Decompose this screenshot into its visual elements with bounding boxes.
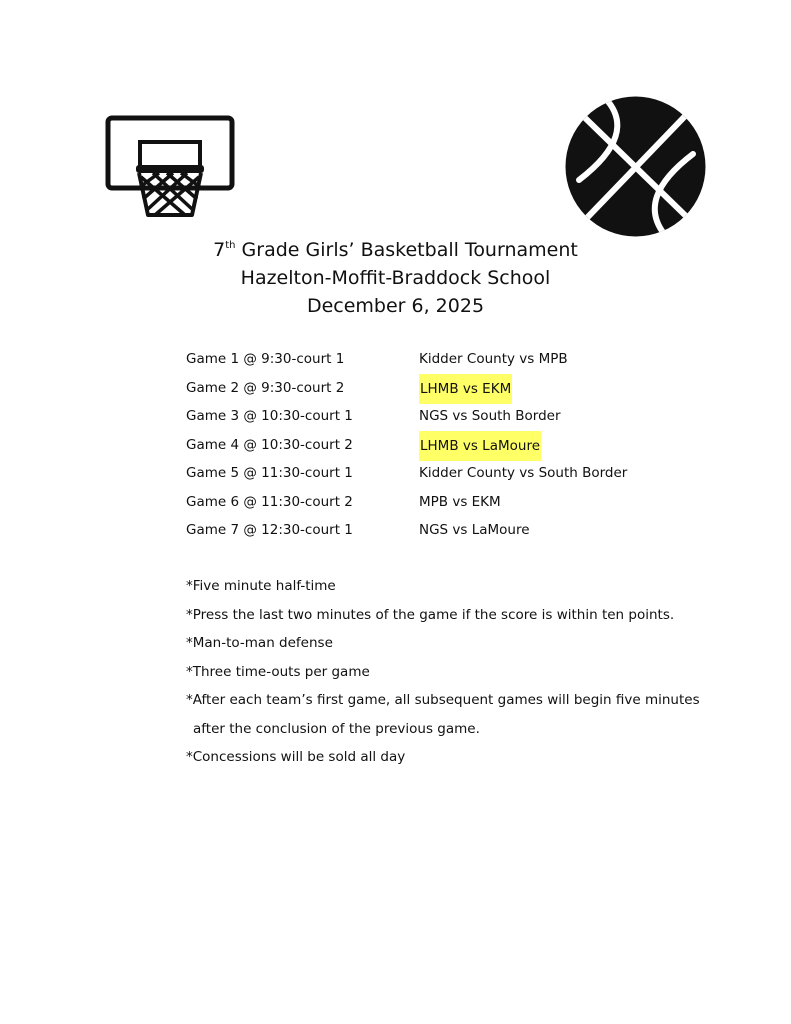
game-slot: Game 2 @ 9:30-court 2 xyxy=(186,379,345,396)
game-matchup: MPB vs EKM xyxy=(419,493,501,510)
game-matchup: Kidder County vs South Border xyxy=(419,465,628,481)
game-row-5 xyxy=(186,459,686,488)
rule-note: *Man-to-man defense xyxy=(186,635,333,651)
game-row-4 xyxy=(186,431,686,460)
game-matchup: Kidder County vs MPB xyxy=(419,351,568,367)
game-row-2 xyxy=(186,374,686,403)
title-grade-suffix: th xyxy=(225,240,236,251)
game-slot: Game 1 @ 9:30-court 1 xyxy=(186,351,345,367)
game-slot: Game 6 @ 11:30-court 2 xyxy=(186,493,353,510)
title-text: Grade Girls’ Basketball Tournament xyxy=(235,239,578,261)
rule-note: *Concessions will be sold all day xyxy=(186,749,406,765)
tournament-rules xyxy=(186,572,746,772)
game-matchup: NGS vs LaMoure xyxy=(419,522,530,538)
rule-note: *Three time-outs per game xyxy=(186,663,370,680)
game-schedule xyxy=(186,345,686,545)
tournament-title xyxy=(0,236,791,264)
basketball-hoop-icon xyxy=(105,115,235,221)
game-row-6 xyxy=(186,488,686,517)
game-matchup: NGS vs South Border xyxy=(419,408,561,424)
game-matchup-highlighted: LHMB vs LaMoure xyxy=(419,431,541,462)
rule-note: *After each team’s first game, all subsequent games will begin five minutes xyxy=(186,692,700,708)
rule-note-continuation: after the conclusion of the previous game. xyxy=(193,720,480,737)
rule-note: *Five minute half-time xyxy=(186,578,336,594)
game-slot: Game 7 @ 12:30-court 1 xyxy=(186,522,353,538)
game-matchup-highlighted: LHMB vs EKM xyxy=(419,374,512,405)
basketball-icon xyxy=(565,96,706,237)
tournament-header xyxy=(0,236,791,320)
game-slot: Game 5 @ 11:30-court 1 xyxy=(186,465,353,481)
tournament-date: December 6, 2025 xyxy=(306,295,485,317)
title-grade-number: 7 xyxy=(213,239,226,261)
game-row-7 xyxy=(186,516,686,545)
game-slot: Game 4 @ 10:30-court 2 xyxy=(186,436,353,453)
game-row-3 xyxy=(186,402,686,431)
game-slot: Game 3 @ 10:30-court 1 xyxy=(186,408,353,424)
game-row-1 xyxy=(186,345,686,374)
rule-note: *Press the last two minutes of the game if the score is within ten points. xyxy=(186,606,675,623)
school-name: Hazelton-Moffit-Braddock School xyxy=(240,267,551,289)
